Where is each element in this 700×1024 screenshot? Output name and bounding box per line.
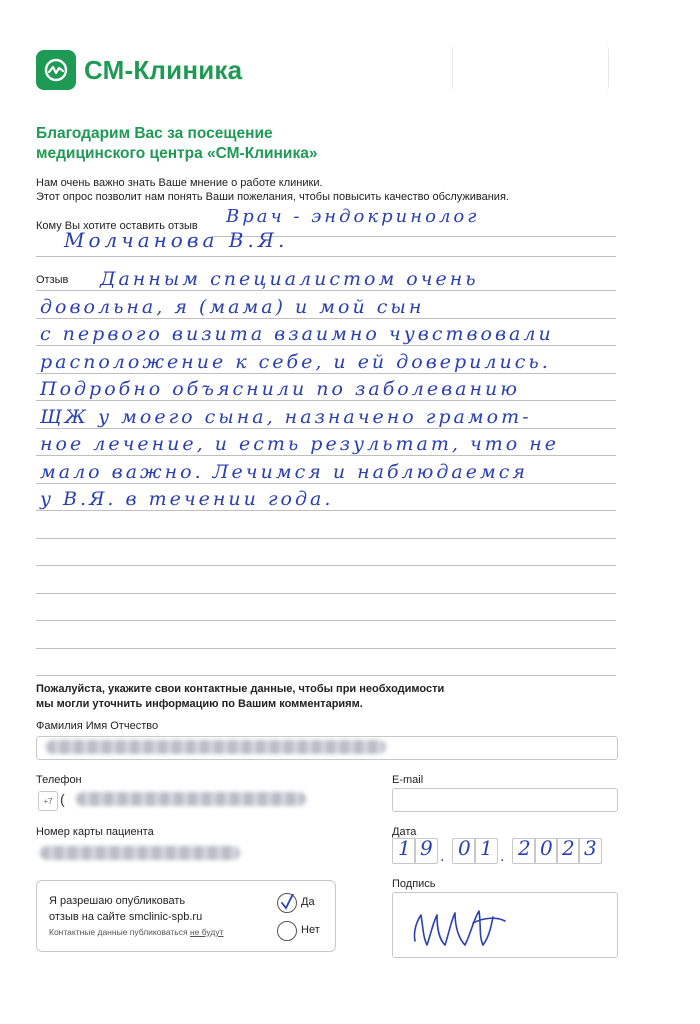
registration-stamp-area	[452, 46, 609, 90]
phone-prefix: +7	[38, 791, 58, 811]
review-handwritten-line: Подробно объяснили по заболеванию	[40, 378, 520, 400]
date-label: Дата	[392, 826, 417, 838]
card-label: Номер карты пациента	[36, 826, 154, 838]
review-handwritten-line: у В.Я. в течении года.	[40, 488, 334, 510]
review-rule	[36, 510, 616, 511]
fio-redacted	[46, 740, 386, 754]
date-separator: .	[500, 848, 505, 865]
review-rule	[36, 648, 616, 649]
review-handwritten-line: мало важно. Лечимся и наблюдаемся	[40, 460, 528, 483]
review-rule	[36, 483, 616, 484]
consent-yes-label: Да	[301, 896, 315, 908]
review-rule	[36, 620, 616, 621]
date-digit: 0	[540, 836, 553, 860]
date-digit: 1	[480, 836, 493, 860]
signature-label: Подпись	[392, 878, 436, 890]
date-digit: 3	[584, 836, 597, 860]
review-rule	[36, 675, 616, 676]
review-rule	[36, 538, 616, 539]
date-digit: 1	[398, 836, 411, 860]
review-handwritten-line: довольна, я (мама) и мой сын	[40, 295, 425, 318]
review-handwritten-line: с первого визита взаимно чувствовали	[40, 323, 554, 345]
date-digit: 2	[562, 836, 575, 860]
date-separator: .	[440, 848, 445, 865]
review-handwritten-line: Данным специалистом очень	[100, 268, 479, 290]
review-rule	[36, 318, 616, 319]
review-label: Отзыв	[36, 274, 69, 286]
consent-line-1: Я разрешаю опубликовать	[49, 895, 186, 907]
consent-yes-radio[interactable]	[277, 893, 297, 913]
signature-field[interactable]	[392, 892, 618, 958]
fio-label: Фамилия Имя Отчество	[36, 720, 159, 732]
recipient-label: Кому Вы хотите оставить отзыв	[36, 220, 198, 232]
phone-label: Телефон	[36, 774, 82, 786]
recipient-handwritten-1[interactable]: Врач - эндокринолог	[226, 206, 480, 227]
review-rule	[36, 593, 616, 594]
email-label: E-mail	[392, 774, 424, 786]
review-rule	[36, 400, 616, 401]
consent-line-2: отзыв на сайте smclinic-spb.ru	[49, 911, 203, 923]
date-digit: 2	[518, 836, 531, 860]
contact-intro: Пожалуйста, укажите свои контактные данные, чтобы при необходимости мы могли уточнить информацию по Вашим комментариям.	[36, 683, 445, 710]
card-redacted	[40, 846, 240, 860]
phone-paren: (	[60, 791, 65, 807]
consent-no-label: Нет	[301, 924, 320, 936]
review-handwritten-line: ное лечение, и есть результат, что не	[40, 433, 560, 455]
clinic-logo-icon	[36, 50, 76, 90]
date-digit: 9	[420, 836, 433, 860]
form-title: Благодарим Вас за посещение медицинского центра «СМ-Клиника»	[36, 125, 318, 162]
consent-note: Контактные данные публиковаться не будут	[49, 927, 224, 937]
clinic-name: СМ-Клиника	[84, 54, 243, 85]
form-intro: Нам очень важно знать Ваше мнение о работе клиники. Этот опрос позволит нам понять Ваши пожелания, чтобы повысить качество обслуживания.	[36, 177, 509, 203]
review-rule	[36, 428, 616, 429]
recipient-handwritten-2[interactable]: Молчанова В.Я.	[64, 228, 289, 252]
date-digit: 0	[458, 836, 471, 860]
handwritten-signature	[393, 893, 617, 957]
phone-redacted	[76, 792, 306, 806]
review-rule	[36, 455, 616, 456]
clinic-logo	[36, 50, 242, 90]
consent-no-radio[interactable]	[277, 921, 297, 941]
recipient-rule-2	[36, 256, 616, 257]
email-field[interactable]	[392, 788, 618, 812]
publish-consent-box	[36, 880, 336, 952]
review-rule	[36, 565, 616, 566]
review-handwritten-line: ЩЖ у моего сына, назначено грамот-	[40, 405, 532, 428]
review-rule	[36, 345, 616, 346]
review-handwritten-line: расположение к себе, и ей доверились.	[40, 350, 551, 373]
checkmark-icon	[278, 894, 296, 912]
review-rule	[36, 290, 616, 291]
review-rule	[36, 373, 616, 374]
